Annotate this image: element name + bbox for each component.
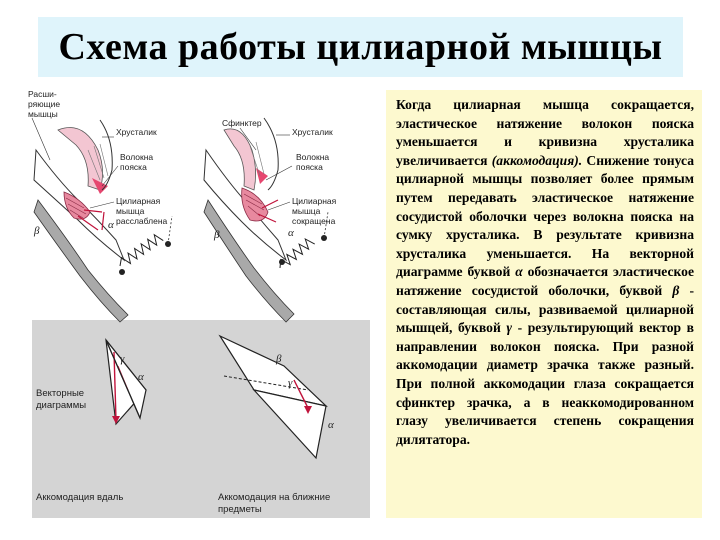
description-part-2: Снижение тонуса цилиарной мышцы позволяет более прямым путем передавать эластическое натяжение сосудистой оболочки через волокна пояска на сумку хрусталика. В результате кривизна хрусталика уменьшается. На векторной диаграмме буквой	[396, 152, 694, 280]
label-lens-left: Хрусталик	[116, 127, 157, 137]
label-dilators-3: мышцы	[28, 109, 58, 119]
label-alpha-left: α	[108, 219, 114, 231]
label-alpha-far: α	[138, 371, 144, 383]
label-gamma-far: γ	[120, 353, 125, 365]
label-alpha-right: α	[288, 227, 294, 239]
label-fibers-right-2: пояска	[296, 162, 323, 172]
label-beta-left: β	[34, 225, 40, 237]
label-accommodation-near-2: предметы	[218, 504, 262, 515]
description-alpha: α	[515, 264, 523, 280]
label-gamma-near: γ	[288, 377, 293, 389]
label-ciliary-relaxed-1: Цилиарная	[116, 196, 161, 206]
label-ciliary-contracted-3: сокращена	[292, 216, 336, 226]
label-ciliary-contracted-1: Цилиарная	[292, 196, 337, 206]
label-ciliary-relaxed-3: расслаблена	[116, 216, 168, 226]
label-accommodation-far: Аккомодация вдаль	[36, 492, 124, 503]
label-ciliary-relaxed-2: мышца	[116, 206, 145, 216]
label-dilators-2: ряющие	[28, 99, 61, 109]
slide-title: Схема работы цилиарной мышцы	[58, 26, 663, 68]
label-lens-right: Хрусталик	[292, 127, 333, 137]
label-sphincter: Сфинктер	[222, 118, 262, 128]
ciliary-muscle-diagram	[28, 90, 372, 522]
label-vector-diagrams-1: Векторные	[36, 388, 85, 399]
description-beta: β	[672, 282, 680, 298]
label-beta-near: β	[276, 353, 282, 365]
description-accommodation-term: (аккомодация).	[491, 152, 583, 168]
description-part-5: - результирующий вектор в направлении волокон пояска. При разной аккомодации диаметр зрачка также разный. При полной аккомодации глаза сокращается сфинктер зрачка, а в неаккомодированном глазу увеличивается степень сокращения дилятатора.	[396, 320, 694, 447]
label-alpha-near: α	[328, 419, 334, 431]
description-part-1: Когда цилиарная мышца сокращается, эластическое натяжение волокон пояска уменьшается и кривизна хрусталика увеличивается	[396, 97, 694, 168]
title-banner	[38, 17, 683, 77]
description-part-4: - составляющая силы, развиваемой цилиарной мышцей, буквой	[396, 282, 694, 336]
label-dilators-1: Расши-	[28, 90, 57, 99]
label-fibers-left-2: пояска	[120, 162, 147, 172]
label-fibers-right-1: Волокна	[296, 152, 330, 162]
label-ciliary-contracted-2: мышца	[292, 206, 321, 216]
description-gamma: γ	[506, 320, 513, 336]
label-fibers-left-1: Волокна	[120, 152, 154, 162]
description-panel	[386, 90, 702, 518]
label-vector-diagrams-2: диаграммы	[36, 400, 87, 411]
label-beta-right: β	[214, 229, 220, 241]
label-accommodation-near-1: Аккомодация на ближние	[218, 492, 331, 503]
description-part-3: обозначается эластическое натяжение сосудистой оболочки, буквой	[396, 264, 694, 298]
description-paragraph	[396, 96, 694, 449]
